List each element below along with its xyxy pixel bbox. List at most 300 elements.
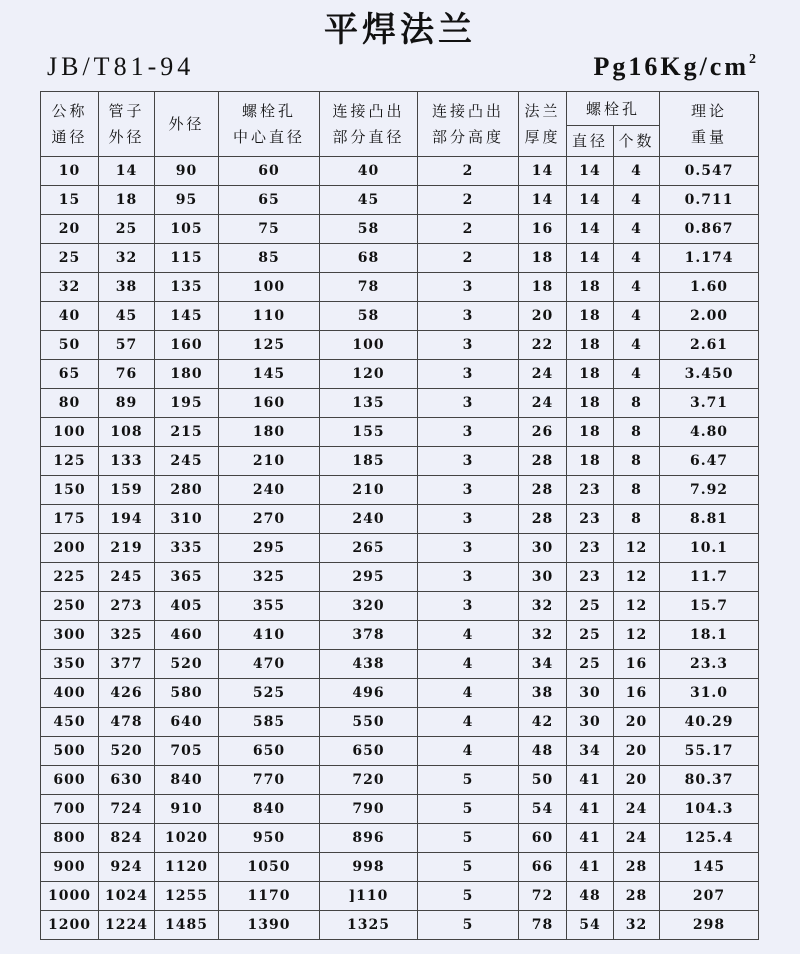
table-row (41, 331, 759, 360)
table-cell: 32 (519, 592, 567, 621)
table-cell: 12 (614, 563, 660, 592)
table-cell: 14 (567, 186, 614, 215)
table-cell: 1024 (99, 882, 155, 911)
table-cell: 273 (99, 592, 155, 621)
table-cell: 32 (519, 621, 567, 650)
table-row (41, 592, 759, 621)
table-cell: 426 (99, 679, 155, 708)
table-cell: 4 (418, 679, 519, 708)
table-cell: 50 (519, 766, 567, 795)
table-cell: 18 (567, 331, 614, 360)
table-cell: 1120 (155, 853, 219, 882)
table-cell: 295 (219, 534, 320, 563)
table-cell: 240 (219, 476, 320, 505)
table-header (41, 92, 759, 157)
table-cell: 900 (41, 853, 99, 882)
table-row (41, 795, 759, 824)
table-cell: 41 (567, 853, 614, 882)
table-cell: 23 (567, 563, 614, 592)
table-cell: 325 (219, 563, 320, 592)
header-bolt-hole: 螺栓孔 (567, 92, 660, 126)
table-cell: 20 (41, 215, 99, 244)
table-cell: 478 (99, 708, 155, 737)
table-cell: 28 (519, 476, 567, 505)
table-cell: 1224 (99, 911, 155, 940)
table-cell: 30 (567, 679, 614, 708)
table-cell: 12 (614, 592, 660, 621)
table-row (41, 244, 759, 273)
table-cell: 4 (418, 621, 519, 650)
table-cell: 18 (519, 273, 567, 302)
table-cell: 4 (418, 650, 519, 679)
table-row (41, 650, 759, 679)
table-row (41, 824, 759, 853)
table-cell: 215 (155, 418, 219, 447)
table-cell: 40.29 (660, 708, 759, 737)
table-cell: 18 (567, 360, 614, 389)
table-cell: 320 (320, 592, 418, 621)
table-cell: 159 (99, 476, 155, 505)
table-cell: 5 (418, 795, 519, 824)
pressure-rating (593, 52, 756, 82)
table-cell: 460 (155, 621, 219, 650)
table-cell: 24 (614, 795, 660, 824)
table-row (41, 708, 759, 737)
table-cell: 470 (219, 650, 320, 679)
table-cell: 4 (614, 360, 660, 389)
table-cell: 125.4 (660, 824, 759, 853)
table-cell: 160 (219, 389, 320, 418)
table-cell: 38 (99, 273, 155, 302)
table-cell: 295 (320, 563, 418, 592)
table-row (41, 534, 759, 563)
table-cell: 4 (614, 331, 660, 360)
table-cell: 25 (41, 244, 99, 273)
table-cell: 4 (614, 215, 660, 244)
table-cell: 800 (41, 824, 99, 853)
table-cell: 0.547 (660, 157, 759, 186)
table-cell: 45 (99, 302, 155, 331)
table-cell: 998 (320, 853, 418, 882)
table-cell: 14 (519, 157, 567, 186)
table-cell: 28 (519, 447, 567, 476)
table-cell: 100 (41, 418, 99, 447)
table-cell: 1.60 (660, 273, 759, 302)
table-cell: 25 (567, 621, 614, 650)
table-cell: 720 (320, 766, 418, 795)
table-cell: 100 (320, 331, 418, 360)
table-cell: 4 (418, 708, 519, 737)
header-bolt-hole-count: 个数 (614, 126, 660, 157)
table-cell: 525 (219, 679, 320, 708)
table-cell: 650 (219, 737, 320, 766)
table-cell: 18 (567, 447, 614, 476)
table-cell: 75 (219, 215, 320, 244)
table-cell: 3 (418, 331, 519, 360)
table-cell: 550 (320, 708, 418, 737)
table-body (41, 157, 759, 940)
table-cell: 125 (219, 331, 320, 360)
table-cell: 14 (519, 186, 567, 215)
table-cell: 1.174 (660, 244, 759, 273)
table-cell: 48 (519, 737, 567, 766)
table-cell: 200 (41, 534, 99, 563)
table-cell: 3 (418, 302, 519, 331)
table-cell: 30 (519, 534, 567, 563)
table-cell: 3 (418, 360, 519, 389)
table-cell: 95 (155, 186, 219, 215)
table-cell: 135 (320, 389, 418, 418)
table-cell: 2 (418, 244, 519, 273)
table-row (41, 302, 759, 331)
table-cell: 22 (519, 331, 567, 360)
table-cell: 18 (567, 302, 614, 331)
table-cell: 640 (155, 708, 219, 737)
table-row (41, 389, 759, 418)
table-cell: 120 (320, 360, 418, 389)
table-cell: 180 (219, 418, 320, 447)
table-cell: 185 (320, 447, 418, 476)
table-cell: 175 (41, 505, 99, 534)
table-cell: 325 (99, 621, 155, 650)
table-cell: 65 (219, 186, 320, 215)
header-bolt-circle: 螺栓孔 中心直径 (219, 92, 320, 157)
table-cell: 133 (99, 447, 155, 476)
table-cell: 32 (99, 244, 155, 273)
table-cell: 24 (519, 389, 567, 418)
table-cell: 55.17 (660, 737, 759, 766)
table-row (41, 853, 759, 882)
table-cell: 2 (418, 186, 519, 215)
table-cell: 65 (41, 360, 99, 389)
table-cell: 12 (614, 534, 660, 563)
table-cell: 48 (567, 882, 614, 911)
table-cell: 20 (614, 737, 660, 766)
table-cell: 365 (155, 563, 219, 592)
table-cell: 500 (41, 737, 99, 766)
table-cell: 58 (320, 302, 418, 331)
table-cell: 24 (519, 360, 567, 389)
table-cell: 377 (99, 650, 155, 679)
table-cell: 110 (219, 302, 320, 331)
table-cell: 0.867 (660, 215, 759, 244)
table-cell: 40 (41, 302, 99, 331)
table-cell: 145 (155, 302, 219, 331)
table-cell: 23.3 (660, 650, 759, 679)
table-cell: 240 (320, 505, 418, 534)
table-cell: 3 (418, 389, 519, 418)
header-theoretical-weight: 理论 重量 (660, 92, 759, 157)
table-cell: 16 (614, 650, 660, 679)
table-cell: 30 (567, 708, 614, 737)
table-cell: 3 (418, 534, 519, 563)
table-cell: 355 (219, 592, 320, 621)
table-cell: 450 (41, 708, 99, 737)
table-cell: 3 (418, 592, 519, 621)
header-bolt-hole-diameter: 直径 (567, 126, 614, 157)
table-cell: 12 (614, 621, 660, 650)
table-cell: 14 (567, 244, 614, 273)
table-cell: 23 (567, 476, 614, 505)
table-cell: 770 (219, 766, 320, 795)
table-cell: 207 (660, 882, 759, 911)
table-row (41, 186, 759, 215)
table-cell: 66 (519, 853, 567, 882)
table-cell: 14 (567, 157, 614, 186)
table-row (41, 215, 759, 244)
table-cell: 11.7 (660, 563, 759, 592)
table-cell: 155 (320, 418, 418, 447)
table-cell: 8 (614, 447, 660, 476)
header-pipe-od: 管子 外径 (99, 92, 155, 157)
table-cell: 32 (614, 911, 660, 940)
table-cell: 5 (418, 824, 519, 853)
header-flange-thickness: 法兰 厚度 (519, 92, 567, 157)
table-cell: 8 (614, 505, 660, 534)
table-cell: 265 (320, 534, 418, 563)
table-cell: 580 (155, 679, 219, 708)
table-cell: 105 (155, 215, 219, 244)
table-cell: 3 (418, 476, 519, 505)
table-cell: 1170 (219, 882, 320, 911)
table-cell: 41 (567, 795, 614, 824)
table-cell: 32 (41, 273, 99, 302)
table-cell: 405 (155, 592, 219, 621)
table-cell: 14 (567, 215, 614, 244)
table-cell: 16 (519, 215, 567, 244)
table-cell: 30 (519, 563, 567, 592)
table-cell: 54 (567, 911, 614, 940)
table-cell: 90 (155, 157, 219, 186)
table-cell: 54 (519, 795, 567, 824)
table-cell: 0.711 (660, 186, 759, 215)
header-raised-face-height: 连接凸出 部分高度 (418, 92, 519, 157)
table-cell: 41 (567, 766, 614, 795)
table-cell: 8 (614, 389, 660, 418)
table-cell: 245 (155, 447, 219, 476)
table-cell: 270 (219, 505, 320, 534)
table-cell: 724 (99, 795, 155, 824)
table-cell: 896 (320, 824, 418, 853)
header-raised-face-diameter: 连接凸出 部分直径 (320, 92, 418, 157)
table-cell: 3 (418, 563, 519, 592)
table-cell: 4 (614, 186, 660, 215)
table-cell: 4 (614, 302, 660, 331)
table-cell: 16 (614, 679, 660, 708)
table-cell: 298 (660, 911, 759, 940)
table-cell: 410 (219, 621, 320, 650)
table-row (41, 563, 759, 592)
table-cell: 4 (614, 157, 660, 186)
header-outer-diameter: 外径 (155, 92, 219, 157)
table-cell: 5 (418, 911, 519, 940)
table-cell: 1050 (219, 853, 320, 882)
table-cell: 18 (519, 244, 567, 273)
table-cell: 3 (418, 505, 519, 534)
table-cell: 57 (99, 331, 155, 360)
table-cell: 1255 (155, 882, 219, 911)
standard-code: JB/T81-94 (47, 52, 195, 81)
table-cell: 38 (519, 679, 567, 708)
table-cell: 840 (219, 795, 320, 824)
table-cell: 2 (418, 215, 519, 244)
table-cell: 41 (567, 824, 614, 853)
header-nominal-diameter: 公称 通径 (41, 92, 99, 157)
table-cell: 950 (219, 824, 320, 853)
table-cell: 20 (614, 766, 660, 795)
table-cell: 705 (155, 737, 219, 766)
table-cell: 14 (99, 157, 155, 186)
table-cell: 3 (418, 447, 519, 476)
table-cell: 80.37 (660, 766, 759, 795)
table-cell: 8 (614, 418, 660, 447)
table-cell: 1020 (155, 824, 219, 853)
table-row (41, 911, 759, 940)
table-cell: 34 (567, 737, 614, 766)
table-cell: 4.80 (660, 418, 759, 447)
table-cell: 2.61 (660, 331, 759, 360)
pressure-superscript: 2 (749, 52, 756, 67)
table-cell: 31.0 (660, 679, 759, 708)
table-cell: 600 (41, 766, 99, 795)
table-cell: 250 (41, 592, 99, 621)
table-cell: 10.1 (660, 534, 759, 563)
table-cell: ]110 (320, 882, 418, 911)
table-cell: 1485 (155, 911, 219, 940)
table-cell: 78 (320, 273, 418, 302)
table-cell: 1000 (41, 882, 99, 911)
table-cell: 20 (614, 708, 660, 737)
table-cell: 438 (320, 650, 418, 679)
table-cell: 23 (567, 534, 614, 563)
table-row (41, 360, 759, 389)
table-cell: 400 (41, 679, 99, 708)
table-cell: 3 (418, 418, 519, 447)
table-row (41, 476, 759, 505)
table-cell: 910 (155, 795, 219, 824)
table-cell: 104.3 (660, 795, 759, 824)
table-cell: 924 (99, 853, 155, 882)
table-cell: 3.71 (660, 389, 759, 418)
table-cell: 24 (614, 824, 660, 853)
table-cell: 3 (418, 273, 519, 302)
table-cell: 15.7 (660, 592, 759, 621)
table-cell: 160 (155, 331, 219, 360)
table-cell: 50 (41, 331, 99, 360)
table-cell: 310 (155, 505, 219, 534)
table-cell: 28 (614, 882, 660, 911)
table-cell: 150 (41, 476, 99, 505)
table-cell: 650 (320, 737, 418, 766)
flange-spec-table (40, 91, 759, 940)
table-cell: 210 (219, 447, 320, 476)
table-cell: 25 (567, 592, 614, 621)
table-cell: 23 (567, 505, 614, 534)
table-cell: 824 (99, 824, 155, 853)
table-cell: 219 (99, 534, 155, 563)
table-cell: 4 (418, 737, 519, 766)
pressure-text: Pg16Kg/cm (593, 52, 749, 81)
table-cell: 4 (614, 244, 660, 273)
table-cell: 85 (219, 244, 320, 273)
table-cell: 2.00 (660, 302, 759, 331)
table-cell: 245 (99, 563, 155, 592)
table-cell: 195 (155, 389, 219, 418)
table-cell: 350 (41, 650, 99, 679)
table-cell: 60 (519, 824, 567, 853)
table-cell: 28 (614, 853, 660, 882)
table-cell: 45 (320, 186, 418, 215)
table-cell: 34 (519, 650, 567, 679)
table-cell: 700 (41, 795, 99, 824)
table-cell: 58 (320, 215, 418, 244)
table-cell: 4 (614, 273, 660, 302)
table-cell: 1390 (219, 911, 320, 940)
table-cell: 18 (567, 273, 614, 302)
table-cell: 194 (99, 505, 155, 534)
table-cell: 10 (41, 157, 99, 186)
table-cell: 5 (418, 853, 519, 882)
table-cell: 28 (519, 505, 567, 534)
table-cell: 89 (99, 389, 155, 418)
table-cell: 8 (614, 476, 660, 505)
table-cell: 145 (219, 360, 320, 389)
table-cell: 1200 (41, 911, 99, 940)
table-row (41, 273, 759, 302)
table-cell: 840 (155, 766, 219, 795)
table-cell: 1325 (320, 911, 418, 940)
table-row (41, 737, 759, 766)
table-cell: 7.92 (660, 476, 759, 505)
table-row (41, 882, 759, 911)
table-cell: 280 (155, 476, 219, 505)
table-cell: 26 (519, 418, 567, 447)
table-row (41, 766, 759, 795)
table-cell: 25 (99, 215, 155, 244)
table-row (41, 418, 759, 447)
table-cell: 72 (519, 882, 567, 911)
table-cell: 335 (155, 534, 219, 563)
table-cell: 25 (567, 650, 614, 679)
table-cell: 210 (320, 476, 418, 505)
table-cell: 225 (41, 563, 99, 592)
table-cell: 520 (99, 737, 155, 766)
table-cell: 76 (99, 360, 155, 389)
table-cell: 125 (41, 447, 99, 476)
table-cell: 42 (519, 708, 567, 737)
table-cell: 100 (219, 273, 320, 302)
table-cell: 18 (567, 418, 614, 447)
table-cell: 78 (519, 911, 567, 940)
table-row (41, 621, 759, 650)
table-cell: 20 (519, 302, 567, 331)
table-cell: 5 (418, 766, 519, 795)
table-row (41, 505, 759, 534)
table-cell: 8.81 (660, 505, 759, 534)
table-cell: 135 (155, 273, 219, 302)
table-cell: 60 (219, 157, 320, 186)
table-cell: 2 (418, 157, 519, 186)
table-row (41, 679, 759, 708)
table-cell: 80 (41, 389, 99, 418)
table-cell: 520 (155, 650, 219, 679)
table-row (41, 157, 759, 186)
table-cell: 18 (99, 186, 155, 215)
table-cell: 115 (155, 244, 219, 273)
table-cell: 630 (99, 766, 155, 795)
table-cell: 496 (320, 679, 418, 708)
table-row (41, 447, 759, 476)
